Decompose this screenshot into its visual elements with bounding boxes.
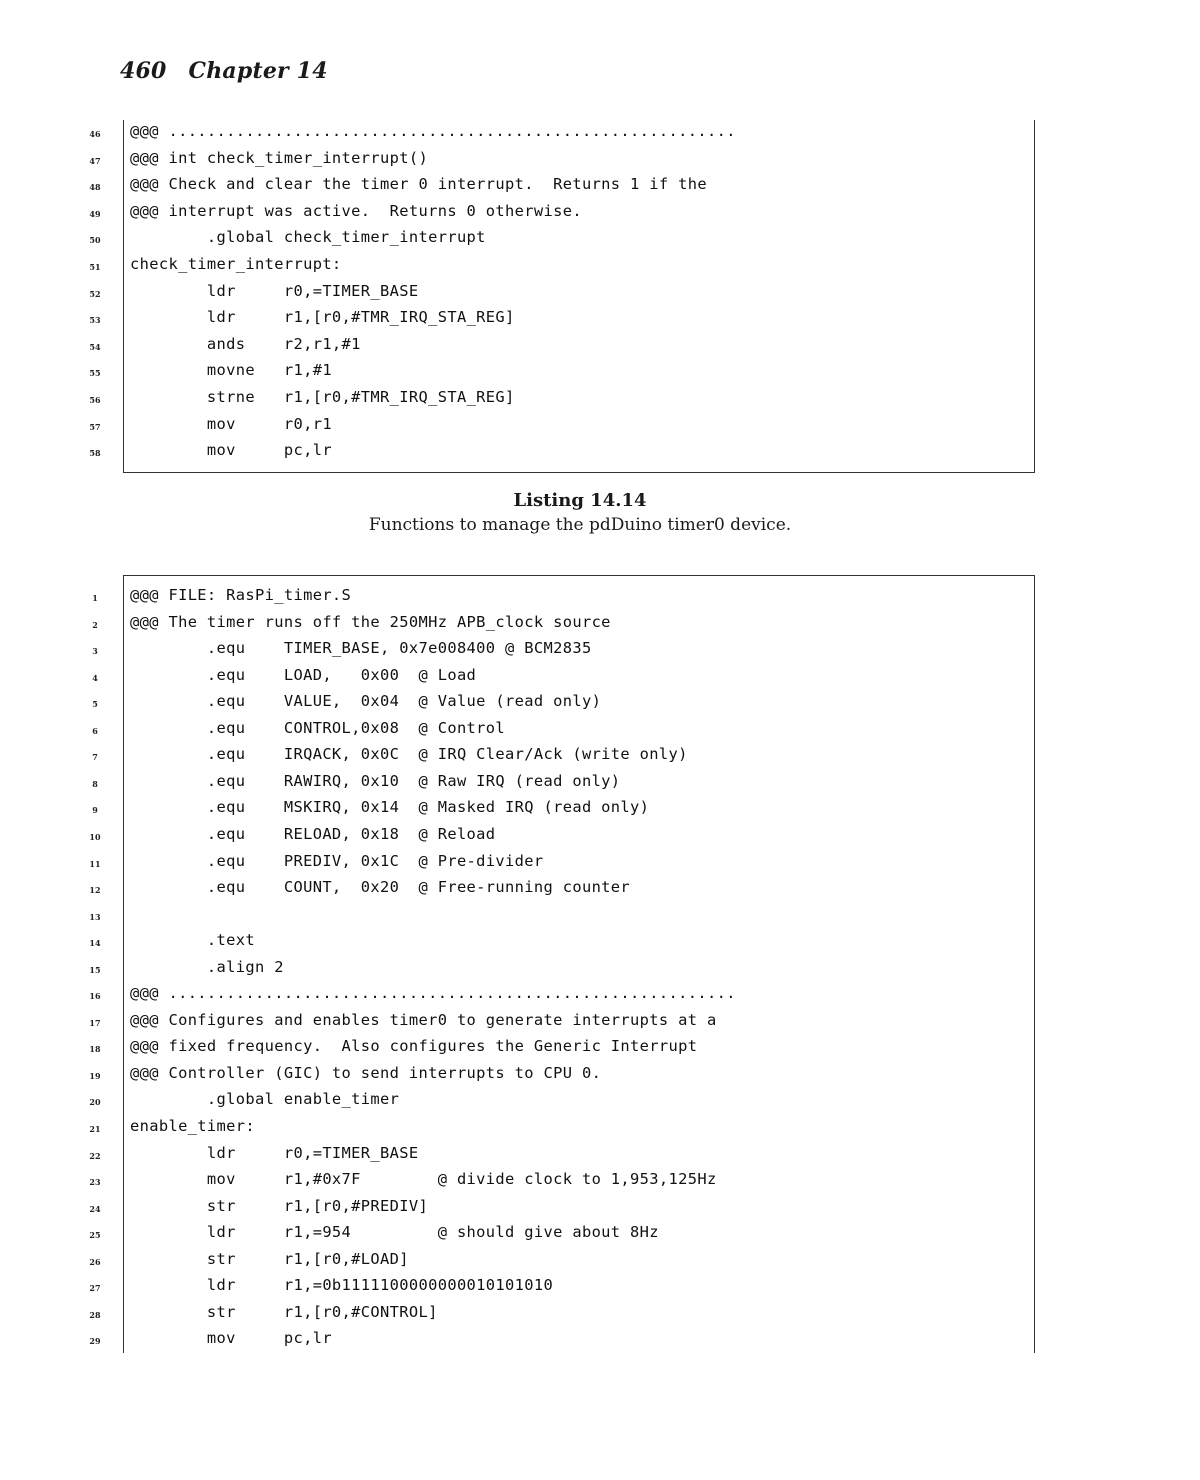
line-number: 5 — [92, 699, 98, 710]
code-line — [0, 929, 1200, 956]
page-number: 460 — [120, 58, 167, 84]
code-line — [0, 333, 1200, 360]
code-text: ldr r0,=TIMER_BASE — [130, 281, 419, 300]
code-text: @@@ interrupt was active. Returns 0 otherwise. — [130, 201, 582, 220]
code-line — [0, 200, 1200, 227]
line-number: 4 — [92, 672, 98, 683]
code-text: .text — [130, 931, 256, 950]
line-number: 28 — [89, 1309, 101, 1320]
code-line — [0, 743, 1200, 770]
code-text: .equ RAWIRQ, 0x10 @ Raw IRQ (read only) — [130, 771, 621, 790]
code-line — [0, 386, 1200, 413]
line-number: 22 — [89, 1150, 101, 1161]
code-line — [0, 876, 1200, 903]
code-line — [0, 1062, 1200, 1089]
line-number: 52 — [89, 288, 101, 299]
code-line — [0, 903, 1200, 930]
code-line — [0, 982, 1200, 1009]
line-number: 26 — [89, 1256, 101, 1267]
line-number: 58 — [89, 448, 101, 459]
code-line — [0, 1035, 1200, 1062]
code-text: ands r2,r1,#1 — [130, 334, 361, 353]
code-line — [0, 690, 1200, 717]
code-text: .global enable_timer — [130, 1090, 400, 1109]
code-line — [0, 280, 1200, 307]
line-number: 57 — [89, 421, 101, 432]
code-line — [0, 439, 1200, 466]
line-number: 27 — [89, 1283, 101, 1294]
code-line — [0, 823, 1200, 850]
line-number: 7 — [92, 752, 98, 763]
line-number: 23 — [89, 1177, 101, 1188]
code-text: .equ MSKIRQ, 0x14 @ Masked IRQ (read only) — [130, 798, 650, 817]
line-number: 56 — [89, 395, 101, 405]
code-text: @@@ Check and clear the timer 0 interrupt. Returns 1 if the — [130, 175, 707, 194]
chapter-title: Chapter 14 — [188, 58, 328, 84]
line-number: 2 — [92, 619, 98, 630]
line-number: 53 — [89, 315, 101, 326]
code-line — [0, 173, 1200, 200]
code-text: str r1,[r0,#LOAD] — [130, 1249, 409, 1268]
code-text: movne r1,#1 — [130, 361, 332, 380]
line-number: 16 — [89, 991, 101, 1002]
code-line — [0, 1168, 1200, 1195]
line-number: 46 — [89, 129, 101, 139]
code-text: ldr r0,=TIMER_BASE — [130, 1143, 419, 1162]
code-text: mov pc,lr — [130, 441, 332, 460]
code-text: .equ COUNT, 0x20 @ Free-running counter — [130, 878, 631, 897]
line-number: 47 — [89, 155, 101, 166]
code-line — [0, 253, 1200, 280]
code-line — [0, 147, 1200, 174]
code-text: @@@ ........................................................... — [130, 984, 736, 1003]
code-text: .equ CONTROL,0x08 @ Control — [130, 718, 506, 737]
page-header — [120, 58, 328, 84]
caption-title: Listing 14.14 — [513, 490, 647, 511]
line-number: 51 — [89, 262, 101, 272]
line-number: 49 — [89, 208, 101, 219]
code-text: @@@ The timer runs off the 250MHz APB_clock source — [130, 612, 611, 631]
code-line — [0, 1142, 1200, 1169]
line-number: 20 — [89, 1097, 101, 1108]
code-text: @@@ int check_timer_interrupt() — [130, 148, 429, 167]
code-text: .equ VALUE, 0x04 @ Value (read only) — [130, 692, 602, 711]
code-text: .global check_timer_interrupt — [130, 228, 486, 247]
code-text: strne r1,[r0,#TMR_IRQ_STA_REG] — [130, 388, 515, 406]
code-line — [0, 1274, 1200, 1301]
line-number: 11 — [89, 858, 101, 869]
code-line — [0, 413, 1200, 440]
line-number: 8 — [92, 778, 98, 789]
code-line — [0, 226, 1200, 253]
code-text: .equ TIMER_BASE, 0x7e008400 @ BCM2835 — [130, 639, 592, 658]
line-number: 9 — [92, 805, 98, 816]
listing-caption — [0, 490, 1160, 535]
line-number: 3 — [92, 646, 98, 657]
code-text: .align 2 — [130, 957, 284, 976]
line-number: 1 — [92, 593, 98, 603]
line-number: 12 — [89, 885, 101, 896]
line-number: 54 — [89, 341, 101, 352]
code-text: @@@ Controller (GIC) to send interrupts to CPU 0. — [130, 1063, 602, 1082]
code-text: enable_timer: — [130, 1117, 256, 1135]
line-number: 24 — [89, 1203, 101, 1214]
line-number: 25 — [89, 1230, 101, 1241]
code-text: mov pc,lr — [130, 1329, 332, 1348]
code-text: str r1,[r0,#CONTROL] — [130, 1302, 438, 1321]
code-text: @@@ fixed frequency. Also configures the Generic Interrupt — [130, 1037, 698, 1056]
code-line — [0, 1115, 1200, 1142]
code-text: ldr r1,=0b1111100000000010101010 — [130, 1276, 554, 1295]
code-line — [0, 770, 1200, 797]
code-line — [0, 850, 1200, 877]
line-number: 29 — [89, 1336, 101, 1347]
code-line — [0, 1088, 1200, 1115]
code-line — [0, 1301, 1200, 1328]
code-line — [0, 664, 1200, 691]
code-line — [0, 584, 1200, 611]
code-line — [0, 956, 1200, 983]
code-line — [0, 1195, 1200, 1222]
line-number: 15 — [89, 964, 101, 975]
line-number: 10 — [89, 831, 101, 842]
code-text: ldr r1,[r0,#TMR_IRQ_STA_REG] — [130, 308, 515, 327]
code-text: check_timer_interrupt: — [130, 255, 342, 273]
line-number: 14 — [89, 938, 101, 949]
line-number: 50 — [89, 235, 101, 246]
line-number: 17 — [89, 1017, 101, 1028]
line-number: 6 — [92, 725, 98, 736]
line-number: 13 — [89, 911, 101, 922]
code-line — [0, 611, 1200, 638]
code-line — [0, 717, 1200, 744]
code-line — [0, 359, 1200, 386]
code-text: @@@ ........................................................... — [130, 122, 736, 140]
code-text: str r1,[r0,#PREDIV] — [130, 1196, 429, 1215]
code-text: .equ RELOAD, 0x18 @ Reload — [130, 824, 496, 843]
code-line — [0, 120, 1200, 147]
line-number: 21 — [89, 1124, 101, 1134]
code-text: .equ IRQACK, 0x0C @ IRQ Clear/Ack (write only) — [130, 745, 688, 764]
code-text: mov r1,#0x7F @ divide clock to 1,953,125Hz — [130, 1170, 717, 1189]
line-number: 48 — [89, 182, 101, 193]
code-text: @@@ Configures and enables timer0 to generate interrupts at a — [130, 1010, 717, 1029]
code-text: ldr r1,=954 @ should give about 8Hz — [130, 1223, 659, 1242]
line-number: 19 — [89, 1070, 101, 1081]
code-text: mov r0,r1 — [130, 414, 332, 433]
code-line — [0, 637, 1200, 664]
line-number: 55 — [89, 368, 101, 379]
code-line — [0, 1248, 1200, 1275]
code-line — [0, 1327, 1200, 1354]
code-text: .equ PREDIV, 0x1C @ Pre-divider — [130, 851, 544, 870]
caption-description: Functions to manage the pdDuino timer0 device. — [368, 515, 792, 535]
code-line — [0, 1009, 1200, 1036]
code-line — [0, 1221, 1200, 1248]
code-line — [0, 306, 1200, 333]
code-text: .equ LOAD, 0x00 @ Load — [130, 665, 477, 684]
code-text: @@@ FILE: RasPi_timer.S — [130, 586, 352, 604]
line-number: 18 — [89, 1044, 101, 1055]
code-line — [0, 796, 1200, 823]
